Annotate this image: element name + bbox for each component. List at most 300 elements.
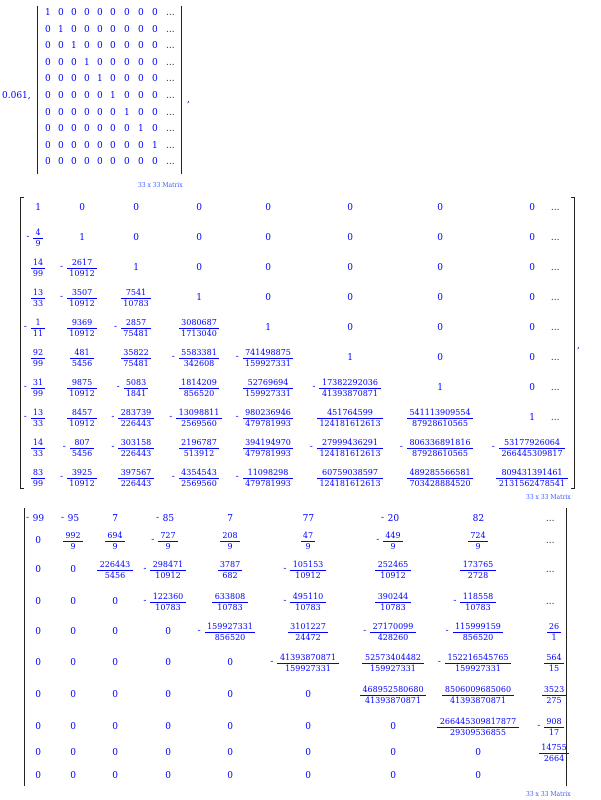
- matrix-entry: 0: [305, 748, 312, 758]
- matrix-entry: 0: [35, 722, 42, 732]
- numerator: 27170099: [372, 622, 414, 631]
- numerator: 298471: [152, 560, 184, 569]
- fraction-entry: [31, 468, 45, 489]
- matrix-entry: 0: [35, 536, 42, 546]
- denominator: 10912: [69, 479, 95, 488]
- numerator: 92: [32, 348, 44, 357]
- matrix-entry: 0: [35, 565, 42, 575]
- fraction-entry: [67, 318, 97, 339]
- fraction-entry: [243, 348, 294, 369]
- matrix-entry: 0: [45, 24, 51, 35]
- minus-sign: -: [23, 322, 27, 332]
- fraction-entry: [67, 288, 97, 309]
- matrix-entry: 0: [58, 157, 64, 168]
- fraction-entry: [33, 228, 42, 249]
- fraction-entry: [544, 653, 564, 674]
- matrix-entry: 0: [124, 74, 130, 85]
- matrix-entry: 0: [84, 124, 90, 135]
- matrix-entry: 0: [97, 57, 103, 68]
- matrix-entry: 0: [110, 8, 116, 18]
- denominator: 10912: [295, 571, 321, 580]
- denominator: 29309536855: [450, 728, 506, 737]
- matrix-entry: 85: [162, 514, 175, 524]
- minus-sign: -: [26, 513, 30, 523]
- matrix-entry: 1: [71, 41, 77, 52]
- bottom-matrix-left-bracket: [24, 508, 25, 786]
- matrix-entry: 0: [45, 124, 51, 135]
- matrix-entry: 1: [110, 91, 116, 101]
- numerator: 481: [74, 348, 90, 357]
- matrix-entry: 0: [152, 157, 158, 168]
- matrix-entry: 0: [35, 748, 42, 758]
- matrix-entry: 0: [437, 233, 444, 243]
- matrix-entry: 0: [112, 722, 119, 732]
- fraction-entry: [243, 468, 294, 489]
- numerator: 8457: [71, 408, 93, 417]
- fraction-entry: [67, 258, 97, 279]
- fraction-entry: [70, 348, 95, 369]
- matrix-entry: 0: [138, 157, 144, 168]
- fraction-entry: [243, 408, 294, 429]
- matrix-entry: 0: [475, 748, 482, 758]
- ellipsis: ...: [166, 74, 175, 85]
- ellipsis: ...: [166, 24, 175, 35]
- matrix-entry: 0: [437, 263, 444, 273]
- matrix-entry: 0: [45, 74, 51, 85]
- matrix-entry: 0: [45, 107, 51, 118]
- matrix-entry: 0: [70, 748, 77, 758]
- matrix-entry: 0: [97, 91, 103, 101]
- matrix-entry: 0: [196, 203, 203, 213]
- ellipsis: ...: [550, 293, 560, 303]
- matrix-entry: 0: [71, 157, 77, 168]
- denominator: 10912: [69, 389, 95, 398]
- fraction-entry: [205, 622, 256, 643]
- denominator: 41393870871: [364, 696, 421, 705]
- fraction-entry: [63, 531, 83, 552]
- matrix-entry: 7: [227, 514, 234, 524]
- matrix-entry: 0: [110, 57, 116, 68]
- numerator: 17382292036: [321, 378, 378, 387]
- numerator: 1814209: [181, 378, 217, 387]
- numerator: 83: [32, 468, 44, 477]
- minus-sign: -: [537, 721, 541, 731]
- matrix-entry: 0: [165, 690, 172, 700]
- denominator: 1713040: [181, 329, 217, 338]
- matrix-entry: 0: [305, 722, 312, 732]
- fraction-entry: [407, 468, 473, 489]
- numerator: 564: [546, 653, 562, 662]
- numerator: 8506009685060: [444, 685, 512, 694]
- denominator: 5456: [104, 571, 126, 580]
- denominator: 11: [32, 329, 44, 338]
- numerator: 303158: [120, 438, 152, 447]
- denominator: 10783: [465, 603, 491, 612]
- denominator: 479781993: [245, 419, 291, 428]
- fraction-entry: [445, 653, 511, 674]
- numerator: 3523: [543, 685, 565, 694]
- fraction-entry: [383, 531, 403, 552]
- matrix-entry: 0: [124, 157, 130, 168]
- denominator: 17: [548, 728, 560, 737]
- matrix-entry: 0: [152, 124, 158, 135]
- minus-sign: -: [60, 472, 64, 482]
- matrix-entry: 0: [58, 91, 64, 101]
- fraction-entry: [31, 288, 45, 309]
- matrix-entry: 0: [529, 353, 536, 363]
- minus-sign: -: [143, 564, 147, 574]
- matrix-entry: 0: [97, 124, 103, 135]
- matrix-entry: 0: [71, 8, 77, 18]
- numerator: 694: [107, 531, 123, 540]
- matrix-entry: 0: [227, 748, 234, 758]
- matrix-entry: 0: [58, 140, 64, 151]
- numerator: 3787: [219, 560, 241, 569]
- fraction-entry: [317, 468, 383, 489]
- matrix-entry: 0: [84, 41, 90, 52]
- matrix-entry: 0: [58, 107, 64, 118]
- matrix-entry: 0: [112, 690, 119, 700]
- numerator: 3507: [71, 288, 93, 297]
- denominator: 159927331: [245, 359, 291, 368]
- matrix-entry: 0: [152, 91, 158, 101]
- matrix-entry: 0: [437, 353, 444, 363]
- ellipsis: ...: [550, 353, 560, 363]
- matrix-entry: 0: [71, 140, 77, 151]
- ellipsis: ...: [166, 107, 175, 118]
- matrix-entry: 0: [138, 24, 144, 35]
- minus-sign: -: [491, 442, 495, 452]
- fraction-entry: [31, 348, 45, 369]
- ellipsis: ...: [166, 41, 175, 52]
- matrix-entry: 1: [58, 24, 64, 35]
- matrix-entry: 0: [97, 140, 103, 151]
- numerator: 266445309817877: [439, 717, 517, 726]
- numerator: 3925: [71, 468, 93, 477]
- matrix-entry: 0: [529, 383, 536, 393]
- matrix-entry: 0: [45, 140, 51, 151]
- matrix-entry: 0: [70, 771, 77, 781]
- numerator: 727: [160, 531, 176, 540]
- matrix-entry: 0: [58, 57, 64, 68]
- denominator: 1841: [125, 389, 147, 398]
- matrix-entry: 0: [124, 24, 130, 35]
- matrix-entry: 0: [84, 91, 90, 101]
- fraction-entry: [31, 258, 45, 279]
- denominator: 10783: [217, 603, 243, 612]
- minus-sign: -: [235, 412, 239, 422]
- numerator: 35822: [123, 348, 149, 357]
- numerator: 4: [35, 228, 41, 237]
- numerator: 26: [548, 622, 560, 631]
- numerator: 397567: [120, 468, 152, 477]
- denominator: 703428884520: [409, 479, 471, 488]
- matrix-entry: 0: [71, 57, 77, 68]
- minus-sign: -: [171, 472, 175, 482]
- denominator: 2664: [543, 754, 565, 763]
- numerator: 11098298: [247, 468, 289, 477]
- denominator: 10912: [69, 419, 95, 428]
- matrix-entry: 0: [97, 41, 103, 52]
- denominator: 10783: [123, 299, 149, 308]
- matrix-entry: 1: [35, 203, 42, 213]
- top-matrix-right-bracket: [181, 6, 182, 174]
- fraction-entry: [277, 653, 338, 674]
- minus-sign: -: [111, 442, 115, 452]
- matrix-entry: 0: [133, 203, 140, 213]
- matrix-entry: 0: [110, 74, 116, 85]
- matrix-entry: 0: [138, 8, 144, 18]
- matrix-entry: 1: [124, 107, 130, 118]
- middle-matrix-dimension-label: 33 x 33 Matrix: [526, 494, 571, 501]
- matrix-entry: 0: [529, 233, 536, 243]
- fraction-entry: [453, 622, 504, 643]
- denominator: 87928610565: [411, 419, 468, 428]
- matrix-entry: 7: [112, 514, 119, 524]
- denominator: 159927331: [370, 664, 416, 673]
- denominator: 682: [222, 571, 238, 580]
- matrix-entry: 0: [84, 74, 90, 85]
- matrix-entry: 82: [472, 514, 485, 524]
- denominator: 124181612613: [319, 419, 381, 428]
- denominator: 9: [305, 542, 311, 551]
- matrix-entry: 0: [437, 203, 444, 213]
- matrix-entry: 1: [347, 353, 354, 363]
- denominator: 10783: [295, 603, 321, 612]
- numerator: 14: [32, 258, 44, 267]
- fraction-entry: [319, 378, 380, 399]
- matrix-entry: 0: [35, 627, 42, 637]
- matrix-entry: 0: [124, 91, 130, 101]
- matrix-entry: 0: [70, 565, 77, 575]
- matrix-entry: 0: [84, 8, 90, 18]
- fraction-entry: [67, 408, 97, 429]
- matrix-entry: 0: [35, 690, 42, 700]
- fraction-entry: [370, 622, 416, 643]
- fraction-entry: [375, 560, 410, 581]
- ellipsis: ...: [166, 124, 175, 135]
- matrix-entry: 0: [112, 597, 119, 607]
- matrix-entry: 0: [112, 771, 119, 781]
- numerator: 2196787: [181, 438, 217, 447]
- bottom-matrix-dimension-label: 33 x 33 Matrix: [526, 791, 571, 798]
- scalar-coefficient: 0.061,: [2, 91, 31, 101]
- matrix-entry: 0: [112, 658, 119, 668]
- matrix-entry: 0: [110, 124, 116, 135]
- matrix-entry: 0: [84, 140, 90, 151]
- fraction-entry: [437, 717, 519, 738]
- denominator: 10912: [69, 269, 95, 278]
- matrix-entry: 0: [390, 748, 397, 758]
- matrix-entry: 0: [110, 107, 116, 118]
- minus-sign: -: [62, 442, 66, 452]
- ellipsis: ...: [550, 233, 560, 243]
- denominator: 124181612613: [319, 449, 381, 458]
- numerator: 495110: [292, 592, 324, 601]
- denominator: 10783: [155, 603, 181, 612]
- denominator: 159927331: [245, 389, 291, 398]
- numerator: 992: [65, 531, 81, 540]
- numerator: 451764599: [327, 408, 373, 417]
- matrix-entry: 0: [138, 140, 144, 151]
- denominator: 9: [112, 542, 118, 551]
- matrix-entry: 0: [70, 658, 77, 668]
- minus-sign: -: [116, 382, 120, 392]
- fraction-entry: [460, 592, 495, 613]
- fraction-entry: [243, 378, 294, 399]
- denominator: 99: [32, 359, 44, 368]
- denominator: 159927331: [285, 664, 331, 673]
- matrix-entry: 0: [71, 107, 77, 118]
- matrix-entry: 0: [45, 41, 51, 52]
- matrix-entry: 0: [305, 690, 312, 700]
- matrix-entry: 0: [165, 748, 172, 758]
- matrix-entry: 1: [138, 124, 144, 135]
- fraction-entry: [121, 348, 151, 369]
- matrix-entry: 0: [138, 107, 144, 118]
- matrix-entry: 0: [138, 57, 144, 68]
- matrix-entry: 0: [110, 157, 116, 168]
- fraction-entry: [317, 438, 383, 459]
- denominator: 1: [551, 633, 557, 642]
- fraction-entry: [31, 408, 45, 429]
- matrix-entry: 0: [79, 203, 86, 213]
- denominator: 9: [70, 542, 76, 551]
- fraction-entry: [499, 438, 565, 459]
- fraction-entry: [542, 685, 567, 706]
- matrix-entry: 20: [387, 514, 400, 524]
- denominator: 513912: [183, 449, 215, 458]
- denominator: 479781993: [245, 479, 291, 488]
- matrix-entry: 1: [152, 140, 158, 151]
- matrix-entry: 1: [133, 263, 140, 273]
- matrix-entry: 0: [227, 771, 234, 781]
- matrix-entry: 0: [390, 771, 397, 781]
- matrix-entry: 0: [110, 140, 116, 151]
- matrix-entry: 0: [71, 24, 77, 35]
- minus-sign: -: [312, 382, 316, 392]
- matrix-entry: 0: [112, 748, 119, 758]
- fraction-entry: [468, 531, 488, 552]
- denominator: 33: [32, 419, 44, 428]
- denominator: 99: [32, 269, 44, 278]
- denominator: 9: [475, 542, 481, 551]
- denominator: 226443: [120, 449, 152, 458]
- matrix-entry: 0: [390, 722, 397, 732]
- denominator: 342608: [183, 359, 215, 368]
- numerator: 52769694: [247, 378, 289, 387]
- denominator: 856520: [214, 633, 246, 642]
- denominator: 24472: [295, 633, 321, 642]
- top-matrix-dimension-label: 33 x 33 Matrix: [138, 182, 183, 189]
- denominator: 226443: [120, 479, 152, 488]
- minus-sign: -: [23, 382, 27, 392]
- numerator: 908: [546, 717, 562, 726]
- minus-sign: -: [156, 513, 160, 523]
- matrix-entry: 0: [71, 124, 77, 135]
- denominator: 75481: [123, 329, 149, 338]
- denominator: 2728: [467, 571, 489, 580]
- matrix-entry: 0: [138, 74, 144, 85]
- matrix-entry: 0: [84, 107, 90, 118]
- numerator: 9875: [71, 378, 93, 387]
- numerator: 118558: [462, 592, 494, 601]
- denominator: 10912: [69, 329, 95, 338]
- matrix-entry: 0: [70, 722, 77, 732]
- minus-sign: -: [235, 352, 239, 362]
- matrix-entry: 0: [437, 323, 444, 333]
- ellipsis: ...: [550, 203, 560, 213]
- fraction-entry: [70, 438, 95, 459]
- matrix-entry: 0: [35, 771, 42, 781]
- fraction-entry: [179, 348, 219, 369]
- numerator: 122360: [152, 592, 184, 601]
- fraction-entry: [442, 685, 514, 706]
- matrix-entry: 1: [97, 74, 103, 85]
- matrix-entry: 0: [152, 107, 158, 118]
- numerator: 724: [470, 531, 486, 540]
- denominator: 15: [548, 664, 560, 673]
- denominator: 266445309817: [501, 449, 563, 458]
- denominator: 41393870871: [449, 696, 506, 705]
- numerator: 60759038597: [321, 468, 378, 477]
- matrix-entry: 0: [265, 233, 272, 243]
- fraction-entry: [547, 622, 561, 643]
- fraction-entry: [118, 468, 153, 489]
- matrix-entry: 0: [138, 91, 144, 101]
- numerator: 806336891816: [409, 438, 471, 447]
- ellipsis: ...: [545, 514, 555, 524]
- fraction-entry: [118, 408, 153, 429]
- numerator: 3101227: [290, 622, 326, 631]
- minus-sign: -: [114, 322, 118, 332]
- fraction-entry: [179, 468, 219, 489]
- matrix-entry: 0: [196, 263, 203, 273]
- middle-matrix-right-bracket: [571, 197, 575, 489]
- matrix-entry: 0: [152, 41, 158, 52]
- numerator: 115999159: [455, 622, 501, 631]
- matrix-entry: 0: [347, 323, 354, 333]
- matrix-entry: 0: [265, 263, 272, 273]
- denominator: 33: [32, 299, 44, 308]
- fraction-entry: [67, 378, 97, 399]
- denominator: 5456: [71, 359, 93, 368]
- numerator: 980236946: [245, 408, 291, 417]
- matrix-entry: 0: [475, 771, 482, 781]
- matrix-entry: 0: [97, 8, 103, 18]
- numerator: 4354543: [181, 468, 217, 477]
- ellipsis: ...: [545, 565, 555, 575]
- fraction-entry: [539, 743, 569, 764]
- numerator: 41393870871: [279, 653, 336, 662]
- minus-sign: -: [283, 596, 287, 606]
- minus-sign: -: [60, 292, 64, 302]
- matrix-entry: 0: [529, 323, 536, 333]
- numerator: 13: [32, 408, 44, 417]
- minus-sign: -: [376, 535, 380, 545]
- ellipsis: ...: [550, 323, 560, 333]
- numerator: 283739: [120, 408, 152, 417]
- matrix-entry: 0: [84, 24, 90, 35]
- numerator: 489285566581: [409, 468, 471, 477]
- numerator: 13098811: [178, 408, 220, 417]
- ellipsis: ...: [166, 91, 175, 101]
- numerator: 14: [32, 438, 44, 447]
- matrix-entry: 0: [71, 91, 77, 101]
- numerator: 5583381: [181, 348, 217, 357]
- fraction-entry: [218, 560, 243, 581]
- matrix-entry: 0: [70, 597, 77, 607]
